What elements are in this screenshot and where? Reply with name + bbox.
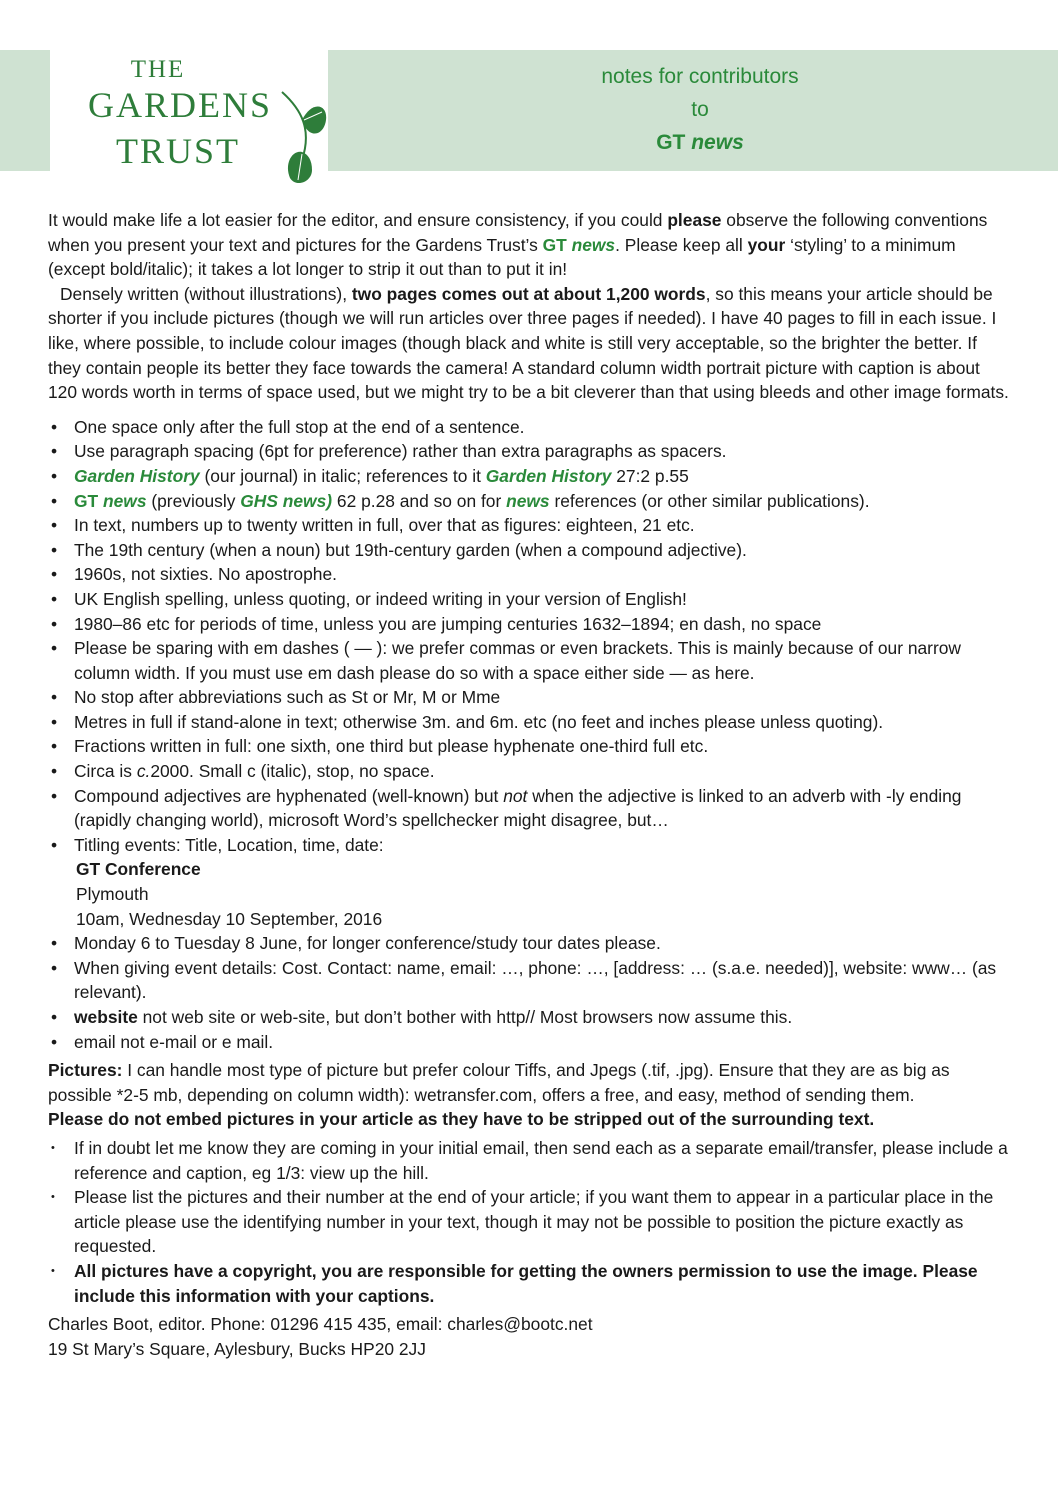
title-line-to: to [691,98,709,121]
list-item: • When giving event details: Cost. Contact: name, email: …, phone: …, [address: … (s.a.e. needed)], website: www… (as relevant). [48,956,1013,1005]
list-item: • All pictures have a copyright, you are responsible for getting the owners permission to use the image. Please include this information with your captions. [48,1259,1013,1308]
list-item: • GT news (previously GHS news) 62 p.28 and so on for news references (or other similar publications). [48,489,1013,514]
logo-line-the: THE [130,56,186,83]
title-line-gtnews [520,126,880,159]
title-news: news [691,131,744,154]
list-item: • email not e-mail or e mail. [48,1030,1013,1055]
list-item: • Please be sparing with em dashes ( — ): we prefer commas or even brackets. This is mainly because of our narrow column width. If you must use em dash please do so with a space either side — as here. [48,636,1013,685]
intro-paragraph-1: It would make life a lot easier for the editor, and ensure consistency, if you could please observe the following conventions when you present your text and pictures for the Gardens Trust’s GT news. Please keep all your ‘styling’ to a minimum (except bold/italic); it takes a lot longer to strip it out than to put it in! [48,210,988,280]
list-item: • 1960s, not sixties. No apostrophe. [48,562,1013,587]
list-item: • UK English spelling, unless quoting, or indeed writing in your version of English! [48,587,1013,612]
pictures-paragraph: Pictures: I can handle most type of picture but prefer colour Tiffs, and Jpegs (.tif, .jpg). Ensure that they are as big as possible *2-5 mb, depending on column width): wetransfer.com, offers a free, and easy, method of sending them. [48,1060,950,1105]
logo-line-trust: TRUST [115,131,240,171]
contact-line-2: 19 St Mary’s Square, Aylesbury, Bucks HP20 2JJ [48,1338,426,1359]
leaf-branch-icon [272,90,328,190]
list-item: • The 19th century (when a noun) but 19th-century garden (when a compound adjective). [48,538,1013,563]
list-item: • Titling events: Title, Location, time, date: GT Conference Plymouth 10am, Wednesday 10 September, 2016 [48,833,1013,931]
event-time: 10am, Wednesday 10 September, 2016 [76,908,383,929]
list-item: • Please list the pictures and their number at the end of your article; if you want them to appear in a particular place in the article please use the identifying number in your text, though it may not be possible to position the picture exactly as requested. [48,1185,1013,1259]
title-line-notes: notes for contributors [601,65,799,88]
event-location: Plymouth [76,884,149,905]
list-item: • Circa is c.2000. Small c (italic), stop, no space. [48,759,1013,784]
logo-line-gardens: GARDENS [87,85,272,125]
pictures-list [48,1136,1013,1308]
list-item: • Garden History (our journal) in italic; references to it Garden History 27:2 p.55 [48,464,1013,489]
list-item: • 1980–86 etc for periods of time, unless you are jumping centuries 1632–1894; en dash, no space [48,612,1013,637]
document-title [520,60,880,159]
list-item: • website not web site or web-site, but don’t bother with http// Most browsers now assume this. [48,1005,1013,1030]
list-item: • Compound adjectives are hyphenated (well-known) but not when the adjective is linked to an adverb with -ly ending (rapidly changing world), microsoft Word’s spellchecker might disagree, but… [48,784,1013,833]
list-item: • Use paragraph spacing (6pt for preference) rather than extra paragraphs as spacers. [48,439,1013,464]
list-item: • One space only after the full stop at the end of a sentence. [48,415,1013,440]
event-title: GT Conference [76,859,201,880]
intro-paragraph-2: Densely written (without illustrations), two pages comes out at about 1,200 words, so this means your article should be shorter if you include pictures (though we will run articles over three pages if needed). I have 40 pages to fill in each issue. I like, where possible, to include colour images (though black and white is still very acceptable, so the brighter the better. If they contain people its better they face towards the camera! A standard column width portrait picture with caption is about 120 words worth in terms of space used, but we might try to be a bit cleverer than that using bleeds and other image formats. [48,283,1009,403]
main-content [48,208,1013,1361]
gardens-trust-logo [50,50,328,187]
conventions-list [48,415,1013,1054]
list-item: • If in doubt let me know they are coming in your initial email, then send each as a separate email/transfer, please include a reference and caption, eg 1/3: view up the hill. [48,1136,1013,1185]
title-gt: GT [656,131,686,154]
list-item: • Metres in full if stand-alone in text; otherwise 3m. and 6m. etc (no feet and inches please unless quoting). [48,710,1013,735]
list-item: • Monday 6 to Tuesday 8 June, for longer conference/study tour dates please. [48,931,1013,956]
list-item: • Fractions written in full: one sixth, one third but please hyphenate one-third full etc. [48,734,1013,759]
pictures-warning: Please do not embed pictures in your article as they have to be stripped out of the surrounding text. [48,1109,875,1130]
contact-line-1: Charles Boot, editor. Phone: 01296 415 435, email: charles@bootc.net [48,1314,593,1335]
list-item: • No stop after abbreviations such as St or Mr, M or Mme [48,685,1013,710]
list-item: • In text, numbers up to twenty written in full, over that as figures: eighteen, 21 etc. [48,513,1013,538]
event-example [74,857,1013,931]
